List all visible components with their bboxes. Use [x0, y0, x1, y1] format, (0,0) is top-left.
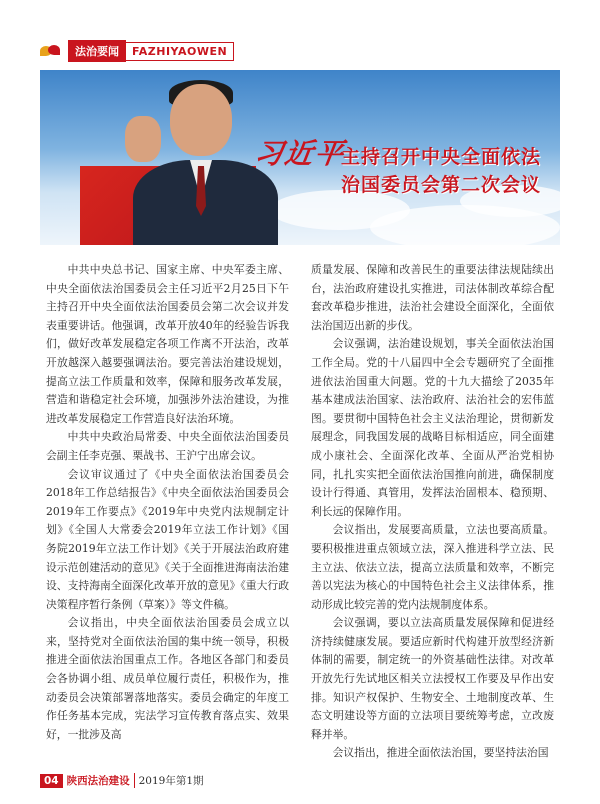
issue-number: 2019年第1期 [138, 775, 204, 787]
signature-calligraphy: 习近平 [252, 137, 348, 170]
section-name-en: FAZHIYAOWEN [126, 42, 234, 61]
section-logo-icon [40, 43, 62, 59]
magazine-name: 陕西法治建设 [67, 773, 135, 788]
article-paragraph: 会议指出，中央全面依法治国委员会成立以来，坚持党对全面依法治国的集中统一领导，积极推进全面依法治国重点工作。各地区各部门和委员会各协调小组、成员单位履行责任，积极作为，推动委员会决策部署落地落实。委员会确定的年度工作任务基本完成，宪法学习宣传教育落点实、效果好，一批涉及高 [46, 616, 289, 741]
section-header [40, 40, 234, 62]
article-paragraph: 中共中央总书记、国家主席、中央军委主席、中央全面依法治国委员会主任习近平2月25日下午主持召开中央全面依法治国委员会第二次会议并发表重要讲话。他强调，改革开放40年的经验告诉我们，做好改革发展稳定各项工作离不开法治，改革开放越深入越要强调法治。要完善法治建设规划，提高立法工作质量和效率，保障和服务改革发展，营造和谐稳定社会环境，加强涉外法治建设，为推进改革发展稳定工作营造良好法治环境。 [46, 263, 289, 425]
hero-title-line-2: 治国委员会第二次会议 [341, 174, 542, 196]
article-column-right [311, 261, 554, 763]
section-name-cn: 法治要闻 [68, 40, 126, 62]
article-column-left [46, 261, 289, 744]
hero-title-line-1: 主持召开中央全面依法 [341, 146, 542, 168]
article-paragraph: 会议强调，法治建设规划，事关全面依法治国工作全局。党的十八届四中全会专题研究了全面推进依法治国重大问题。党的十九大描绘了2035年基本建成法治国家、法治政府、法治社会的宏伟蓝图。要贯彻中国特色社会主义法治理论，贯彻新发展理念，同我国发展的战略目标相适应，同全面建成小康社会、全面深化改革、全面从严治党相协同，扎扎实实把全面依法治国推向前进，确保制度设计行得通、真管用，发挥法治固根本、稳预期、利长远的保障作用。 [311, 337, 554, 518]
article-paragraph: 会议强调，要以立法高质量发展保障和促进经济持续健康发展。要适应新时代构建开放型经济新体制的需要，制定统一的外资基础性法律。对改革开放先行先试地区相关立法授权工作要及早作出安排。知识产权保护、生物安全、土地制度改革、生态文明建设等方面的立法项目要统筹考虑，立改废释并举。 [311, 616, 554, 741]
page-number: 04 [40, 774, 63, 788]
article-paragraph: 会议指出，发展要高质量，立法也要高质量。要积极推进重点领域立法，深入推进科学立法、民主立法、依法立法，提高立法质量和效率，不断完善以宪法为核心的中国特色社会主义法律体系，推动形成比较完善的党内法规制度体系。 [311, 523, 554, 611]
article-paragraph: 会议审议通过了《中央全面依法治国委员会2018年工作总结报告》《中央全面依法治国委员会2019年工作要点》《2019年中央党内法规制定计划》《全国人大常委会2019年立法工作计划》《国务院2019年立法工作计划》《关于开展法治政府建设示范创建活动的意见》《关于全面推进海南法治建设、支持海南全面深化改革开放的意见》《重大行政决策程序暂行条例（草案）》等文件稿。 [46, 467, 289, 611]
page-footer [40, 773, 204, 788]
hero-banner [40, 70, 560, 245]
article-paragraph: 质量发展、保障和改善民生的重要法律法规陆续出台，法治政府建设扎实推进，司法体制改革综合配套改革稳步推进，法治社会建设全面深化，全面依法治国迈出新的步伐。 [311, 263, 554, 332]
article-paragraph: 会议指出，推进全面依法治国，要坚持法治国 [332, 746, 549, 760]
article-paragraph: 中共中央政治局常委、中央全面依法治国委员会副主任李克强、栗战书、王沪宁出席会议。 [46, 430, 289, 462]
